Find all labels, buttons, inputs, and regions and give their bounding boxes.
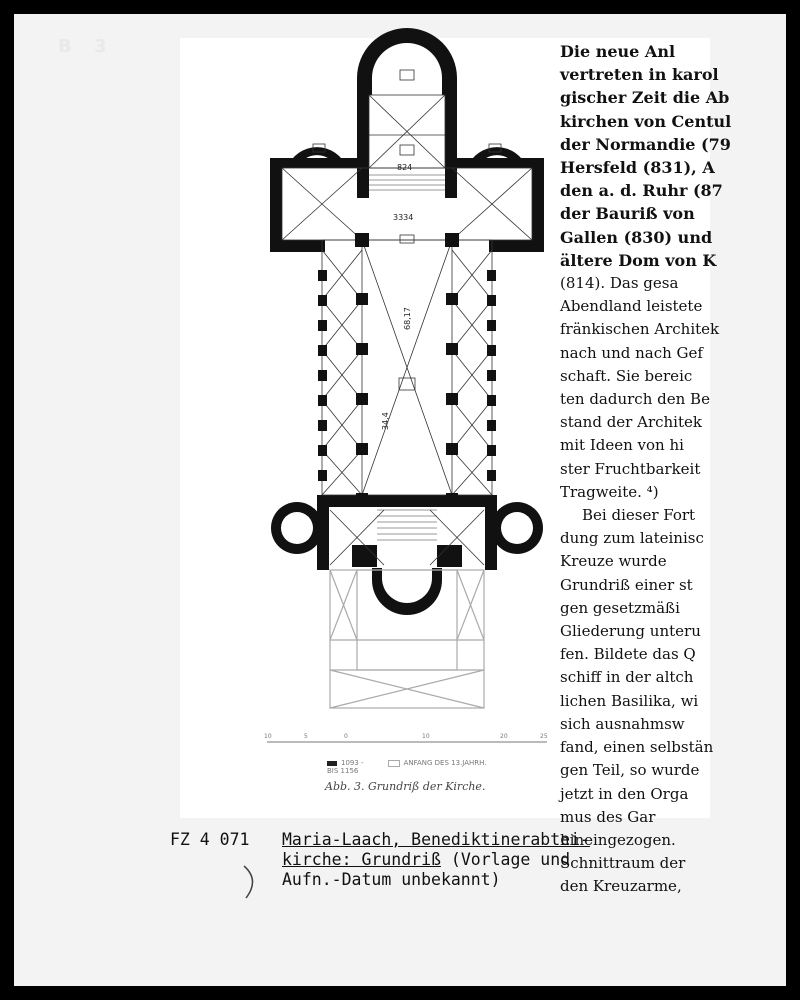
text-line: den Kreuzarme, xyxy=(560,877,682,896)
text-line: stand der Architek xyxy=(560,413,702,432)
scale-bar xyxy=(262,733,552,747)
figure-caption: Abb. 3. Grundriß der Kirche. xyxy=(325,780,486,793)
text-line: lichen Basilika, wi xyxy=(560,691,699,710)
plan-atrium xyxy=(330,570,484,708)
plan-piers xyxy=(318,233,496,505)
text-line: fränkischen Architek xyxy=(560,320,720,339)
legend-text: ANFANG DES 13.JAHRH. xyxy=(403,759,487,767)
text-line: fen. Bildete das Q xyxy=(560,645,696,664)
text-line: ten dadurch den Be xyxy=(560,390,710,409)
text-line: mus des Gar xyxy=(560,807,656,826)
text-line: nach und nach Gef xyxy=(560,343,703,362)
handwritten-mark-icon xyxy=(236,862,266,902)
plan-markers xyxy=(313,70,501,390)
text-line: Hersfeld (831), A xyxy=(560,158,715,178)
catalog-title: Maria-Laach, Benediktinerabtei- xyxy=(282,830,590,849)
dim-nave: 68,17 xyxy=(403,307,412,330)
text-line: vertreten in karol xyxy=(560,65,719,85)
catalog-note-cont: Aufn.-Datum unbekannt) xyxy=(282,870,501,889)
text-line: Grundriß einer st xyxy=(560,575,693,594)
scale-label: 0 xyxy=(344,733,348,740)
text-line: fand, einen selbstän xyxy=(560,738,714,757)
catalog-number: FZ 4 071 xyxy=(170,830,250,849)
scale-label: 10 xyxy=(264,733,272,740)
text-line: sich ausnahmsw xyxy=(560,714,685,733)
text-line: der Normandie (79 xyxy=(560,134,731,154)
legend-swatch xyxy=(327,761,337,766)
scale-label: 20 xyxy=(500,733,508,740)
text-column xyxy=(560,40,732,896)
text-line: Bei dieser Fort xyxy=(582,506,696,525)
legend-text: BIS 1156 xyxy=(327,767,359,775)
text-line: Kreuze wurde xyxy=(560,552,667,571)
text-line: gen gesetzmäßi xyxy=(560,598,680,617)
catalog-subtitle: kirche: Grundriß xyxy=(282,850,441,869)
text-line: dung zum lateinisc xyxy=(560,529,704,548)
scale-label: 10 xyxy=(422,733,430,740)
text-line: gen Teil, so wurde xyxy=(560,761,700,780)
text-line: Schnittraum der xyxy=(560,854,686,873)
text-line: Abendland leistete xyxy=(560,297,703,316)
text-line: schiff in der altch xyxy=(560,668,694,687)
text-line: schaft. Sie bereic xyxy=(560,366,693,385)
dim-aisle: 34,4 xyxy=(381,412,390,430)
text-line: den a. d. Ruhr (87 xyxy=(560,181,723,201)
scale-label: 25 xyxy=(540,733,548,740)
text-line: ster Fruchtbarkeit xyxy=(560,459,701,478)
plan-stairs xyxy=(369,175,445,540)
scale-label: 5 xyxy=(304,733,308,740)
floor-plan xyxy=(262,40,552,720)
plan-legend xyxy=(327,759,487,775)
text-line: hineingezogen. xyxy=(560,830,676,849)
legend-swatch xyxy=(388,760,400,767)
text-line: kirchen von Centul xyxy=(560,111,732,131)
text-line: der Bauriß von xyxy=(560,204,695,224)
text-line: gischer Zeit die Ab xyxy=(560,88,730,108)
text-line: Die neue Anl xyxy=(560,42,676,61)
sheet-label: B 3 xyxy=(58,36,115,57)
catalog-text xyxy=(282,830,742,890)
text-line: (814). Das gesa xyxy=(560,274,679,293)
catalog-note: (Vorlage und xyxy=(440,850,571,869)
text-line: jetzt in den Orga xyxy=(560,784,689,803)
dim-crossing: 824 xyxy=(397,163,413,172)
text-line: mit Ideen von hi xyxy=(560,436,684,455)
text-line: ältere Dom von K xyxy=(560,250,717,270)
text-line: Tragweite. ⁴) xyxy=(560,482,659,501)
text-line: Gliederung unteru xyxy=(560,622,701,641)
legend-text: 1093 - xyxy=(341,759,364,767)
text-line: Gallen (830) und xyxy=(560,227,713,247)
dim-transept: 3334 xyxy=(393,213,414,222)
